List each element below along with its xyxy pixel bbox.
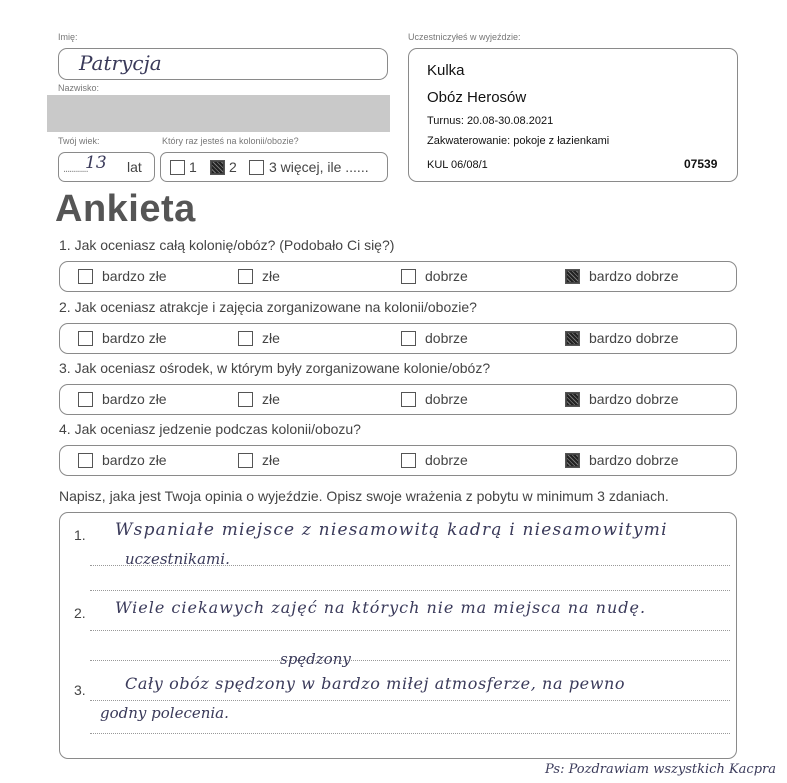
ktory-raz-label: Który raz jesteś na kolonii/obozie? [162,136,299,146]
imie-label: Imię: [58,32,78,42]
imie-value: Patrycja [79,51,162,75]
option-label: bardzo dobrze [589,268,679,284]
opinion-entry-1-line2: uczestnikami. [125,550,230,568]
opinion-line [90,590,730,591]
option-label: bardzo złe [102,452,167,468]
option-label: bardzo dobrze [589,391,679,407]
checkbox[interactable] [78,392,93,407]
option-label: bardzo dobrze [589,330,679,346]
wiek-unit: lat [127,159,142,175]
option-label: dobrze [425,268,468,284]
checkbox[interactable] [238,269,253,284]
wiek-field[interactable] [58,152,155,182]
ktory-raz-option-1: 1 [189,159,197,175]
question-1-text: 1. Jak oceniasz całą kolonię/obóz? (Podobało Ci się?) [59,237,395,253]
opinion-line [90,733,730,734]
question-4-options [59,445,737,476]
question-4-text: 4. Jak oceniasz jedzenie podczas kolonii/obozu? [59,421,361,437]
wiek-dots: ............ [63,163,88,175]
nazwisko-label: Nazwisko: [58,83,100,93]
checkbox[interactable] [78,331,93,346]
option-label: złe [262,391,280,407]
checkbox[interactable] [78,269,93,284]
opinion-entry-3-line1: Cały obóz spędzony w bardzo miłej atmosferze, na pewno [125,674,626,693]
nazwisko-redacted [47,95,390,132]
checkbox[interactable] [565,269,580,284]
checkbox[interactable] [401,331,416,346]
option-label: złe [262,330,280,346]
option-label: dobrze [425,452,468,468]
camp-number: 07539 [684,157,718,171]
opinion-num-1: 1. [74,527,86,543]
ktory-raz-option-2: 2 [229,159,237,175]
ktory-raz-checkbox-2[interactable] [210,160,225,175]
camp-organizer: Kulka [427,62,465,79]
camp-code: KUL 06/08/1 [427,159,488,171]
opinion-entry-3-line2: godny polecenia. [100,704,229,722]
question-3-options [59,384,737,415]
option-label: bardzo złe [102,391,167,407]
opinion-num-3: 3. [74,682,86,698]
opinion-entry-1-line1: Wspaniałe miejsce z niesamowitą kadrą i niesamowitymi [115,520,668,540]
opinion-line [90,700,730,701]
option-label: bardzo dobrze [589,452,679,468]
option-label: złe [262,452,280,468]
ktory-raz-field [160,152,388,182]
wiek-value: 13 [85,153,107,173]
option-label: bardzo złe [102,330,167,346]
checkbox[interactable] [238,392,253,407]
checkbox[interactable] [238,453,253,468]
question-1-options [59,261,737,292]
option-label: dobrze [425,330,468,346]
option-label: złe [262,268,280,284]
checkbox[interactable] [78,453,93,468]
camp-turnus: Turnus: 20.08-30.08.2021 [427,115,554,127]
question-2-options [59,323,737,354]
option-label: dobrze [425,391,468,407]
camp-info-box [408,48,738,182]
ktory-raz-option-3: 3 więcej, ile ...... [269,159,369,175]
opinion-prompt: Napisz, jaka jest Twoja opinia o wyjeździe. Opisz swoje wrażenia z pobytu w minimum 3 zdaniach. [59,488,669,504]
camp-name: Obóz Herosów [427,89,527,106]
checkbox[interactable] [238,331,253,346]
imie-field[interactable] [58,48,388,80]
question-2-text: 2. Jak oceniasz atrakcje i zajęcia zorganizowane na kolonii/obozie? [59,299,477,315]
checkbox[interactable] [565,331,580,346]
opinion-entry-2-line1: Wiele ciekawych zajęć na których nie ma miejsca na nudę. [115,598,647,617]
option-label: bardzo złe [102,268,167,284]
ktory-raz-checkbox-1[interactable] [170,160,185,175]
survey-title: Ankieta [55,188,196,230]
checkbox[interactable] [565,453,580,468]
checkbox[interactable] [401,453,416,468]
opinion-num-2: 2. [74,605,86,621]
checkbox[interactable] [401,269,416,284]
checkbox[interactable] [401,392,416,407]
ktory-raz-checkbox-3[interactable] [249,160,264,175]
checkbox[interactable] [565,392,580,407]
camp-zakwaterowanie: Zakwaterowanie: pokoje z łazienkami [427,135,610,147]
opinion-entry-3-insert: spędzony [280,650,351,668]
question-3-text: 3. Jak oceniasz ośrodek, w którym były zorganizowane kolonie/obóz? [59,360,491,376]
opinion-line [90,660,730,661]
opinion-line [90,630,730,631]
ps-note: Ps: Pozdrawiam wszystkich Kacpra [545,762,776,777]
camp-label: Uczestniczyłeś w wyjeździe: [408,32,521,42]
wiek-label: Twój wiek: [58,136,100,146]
